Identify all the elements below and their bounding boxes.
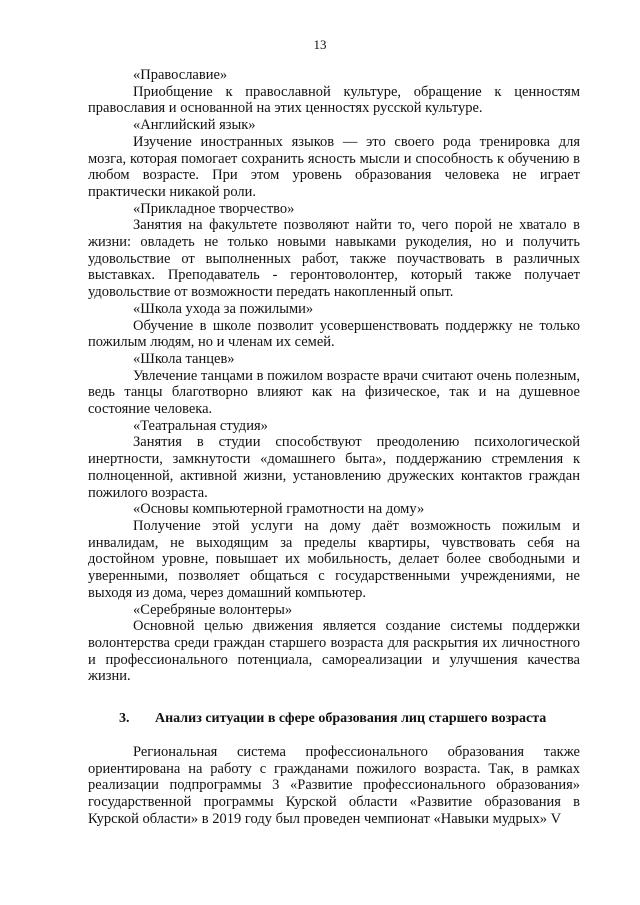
- course-title-computer-literacy: «Основы компьютерной грамотности на дому»: [133, 501, 425, 518]
- page-number: 13: [313, 37, 327, 52]
- section-heading: [119, 711, 589, 728]
- section-paragraph: Региональная система профессионального образования также ориентирована на работу с гражданами пожилого возраста. Так, в рамках реализации подпрограммы 3 «Развитие профессионального образования» государственной программы Курской области «Развитие образования в Курской области» в 2019 году был проведен чемпионат «Навыки мудрых» V: [88, 744, 580, 827]
- section-body: [88, 744, 580, 828]
- course-title-silver-volunteers: «Серебряные волонтеры»: [133, 601, 293, 618]
- course-text-orthodoxy: Приобщение к православной культуре, обращение к ценностям православия и основанной на этих ценностях русской культуре.: [88, 83, 580, 117]
- course-text-dance-school: Увлечение танцами в пожилом возрасте врачи считают очень полезным, ведь танцы благотворно влияют как на физическое, так и на душевное состояние человека.: [88, 367, 580, 418]
- course-title-applied-art: «Прикладное творчество»: [133, 200, 295, 217]
- course-text-applied-art: Занятия на факультете позволяют найти то, чего порой не хватало в жизни: овладеть не только новыми навыками рукоделия, но и получить удовольствие от выполненных работ, также поучаствовать в различных выставках. Преподаватель - геронтоволонтер, который также получает удовольствие от возможности передать накопленный опыт.: [88, 217, 580, 301]
- course-text-theatre-studio: Занятия в студии способствуют преодолению психологической инертности, замкнутости «домашнего быта», поддержанию стремления к полноценной, активной жизни, установлению дружеских контактов граждан пожилого возраста.: [88, 434, 580, 501]
- course-title-dance-school: «Школа танцев»: [133, 350, 235, 367]
- course-title-theatre-studio: «Театральная студия»: [133, 417, 268, 434]
- course-text-english: Изучение иностранных языков — это своего рода тренировка для мозга, которая помогает сохранить ясность мысли и способность к обучению в любом возрасте. При этом уровень образования человека не играет практически никакой роли.: [88, 133, 580, 200]
- course-text-silver-volunteers: Основной целью движения является создание системы поддержки волонтерства среди граждан старшего возраста для раскрытия их личностного и профессионального потенциала, самореализации и улучшения качества жизни.: [88, 618, 580, 685]
- course-title-english: «Английский язык»: [133, 117, 256, 134]
- section-number: 3.: [119, 711, 130, 726]
- course-list: [88, 67, 580, 685]
- section-title: Анализ ситуации в сфере образования лиц старшего возраста: [155, 711, 547, 726]
- course-title-elder-care-school: «Школа ухода за пожилыми»: [133, 300, 314, 317]
- course-title-orthodoxy: «Православие»: [133, 67, 228, 83]
- course-text-elder-care-school: Обучение в школе позволит усовершенствовать поддержку не только пожилым людям, но и членам их семей.: [88, 317, 580, 351]
- course-text-computer-literacy: Получение этой услуги на дому даёт возможность пожилым и инвалидам, не выходящим за пределы квартиры, чувствовать себя на достойном уровне, повышает их мобильность, делает более свободными и уверенными, позволяет общаться с государственными учреждениями, не выходя из дома, через домашний компьютер.: [88, 517, 580, 601]
